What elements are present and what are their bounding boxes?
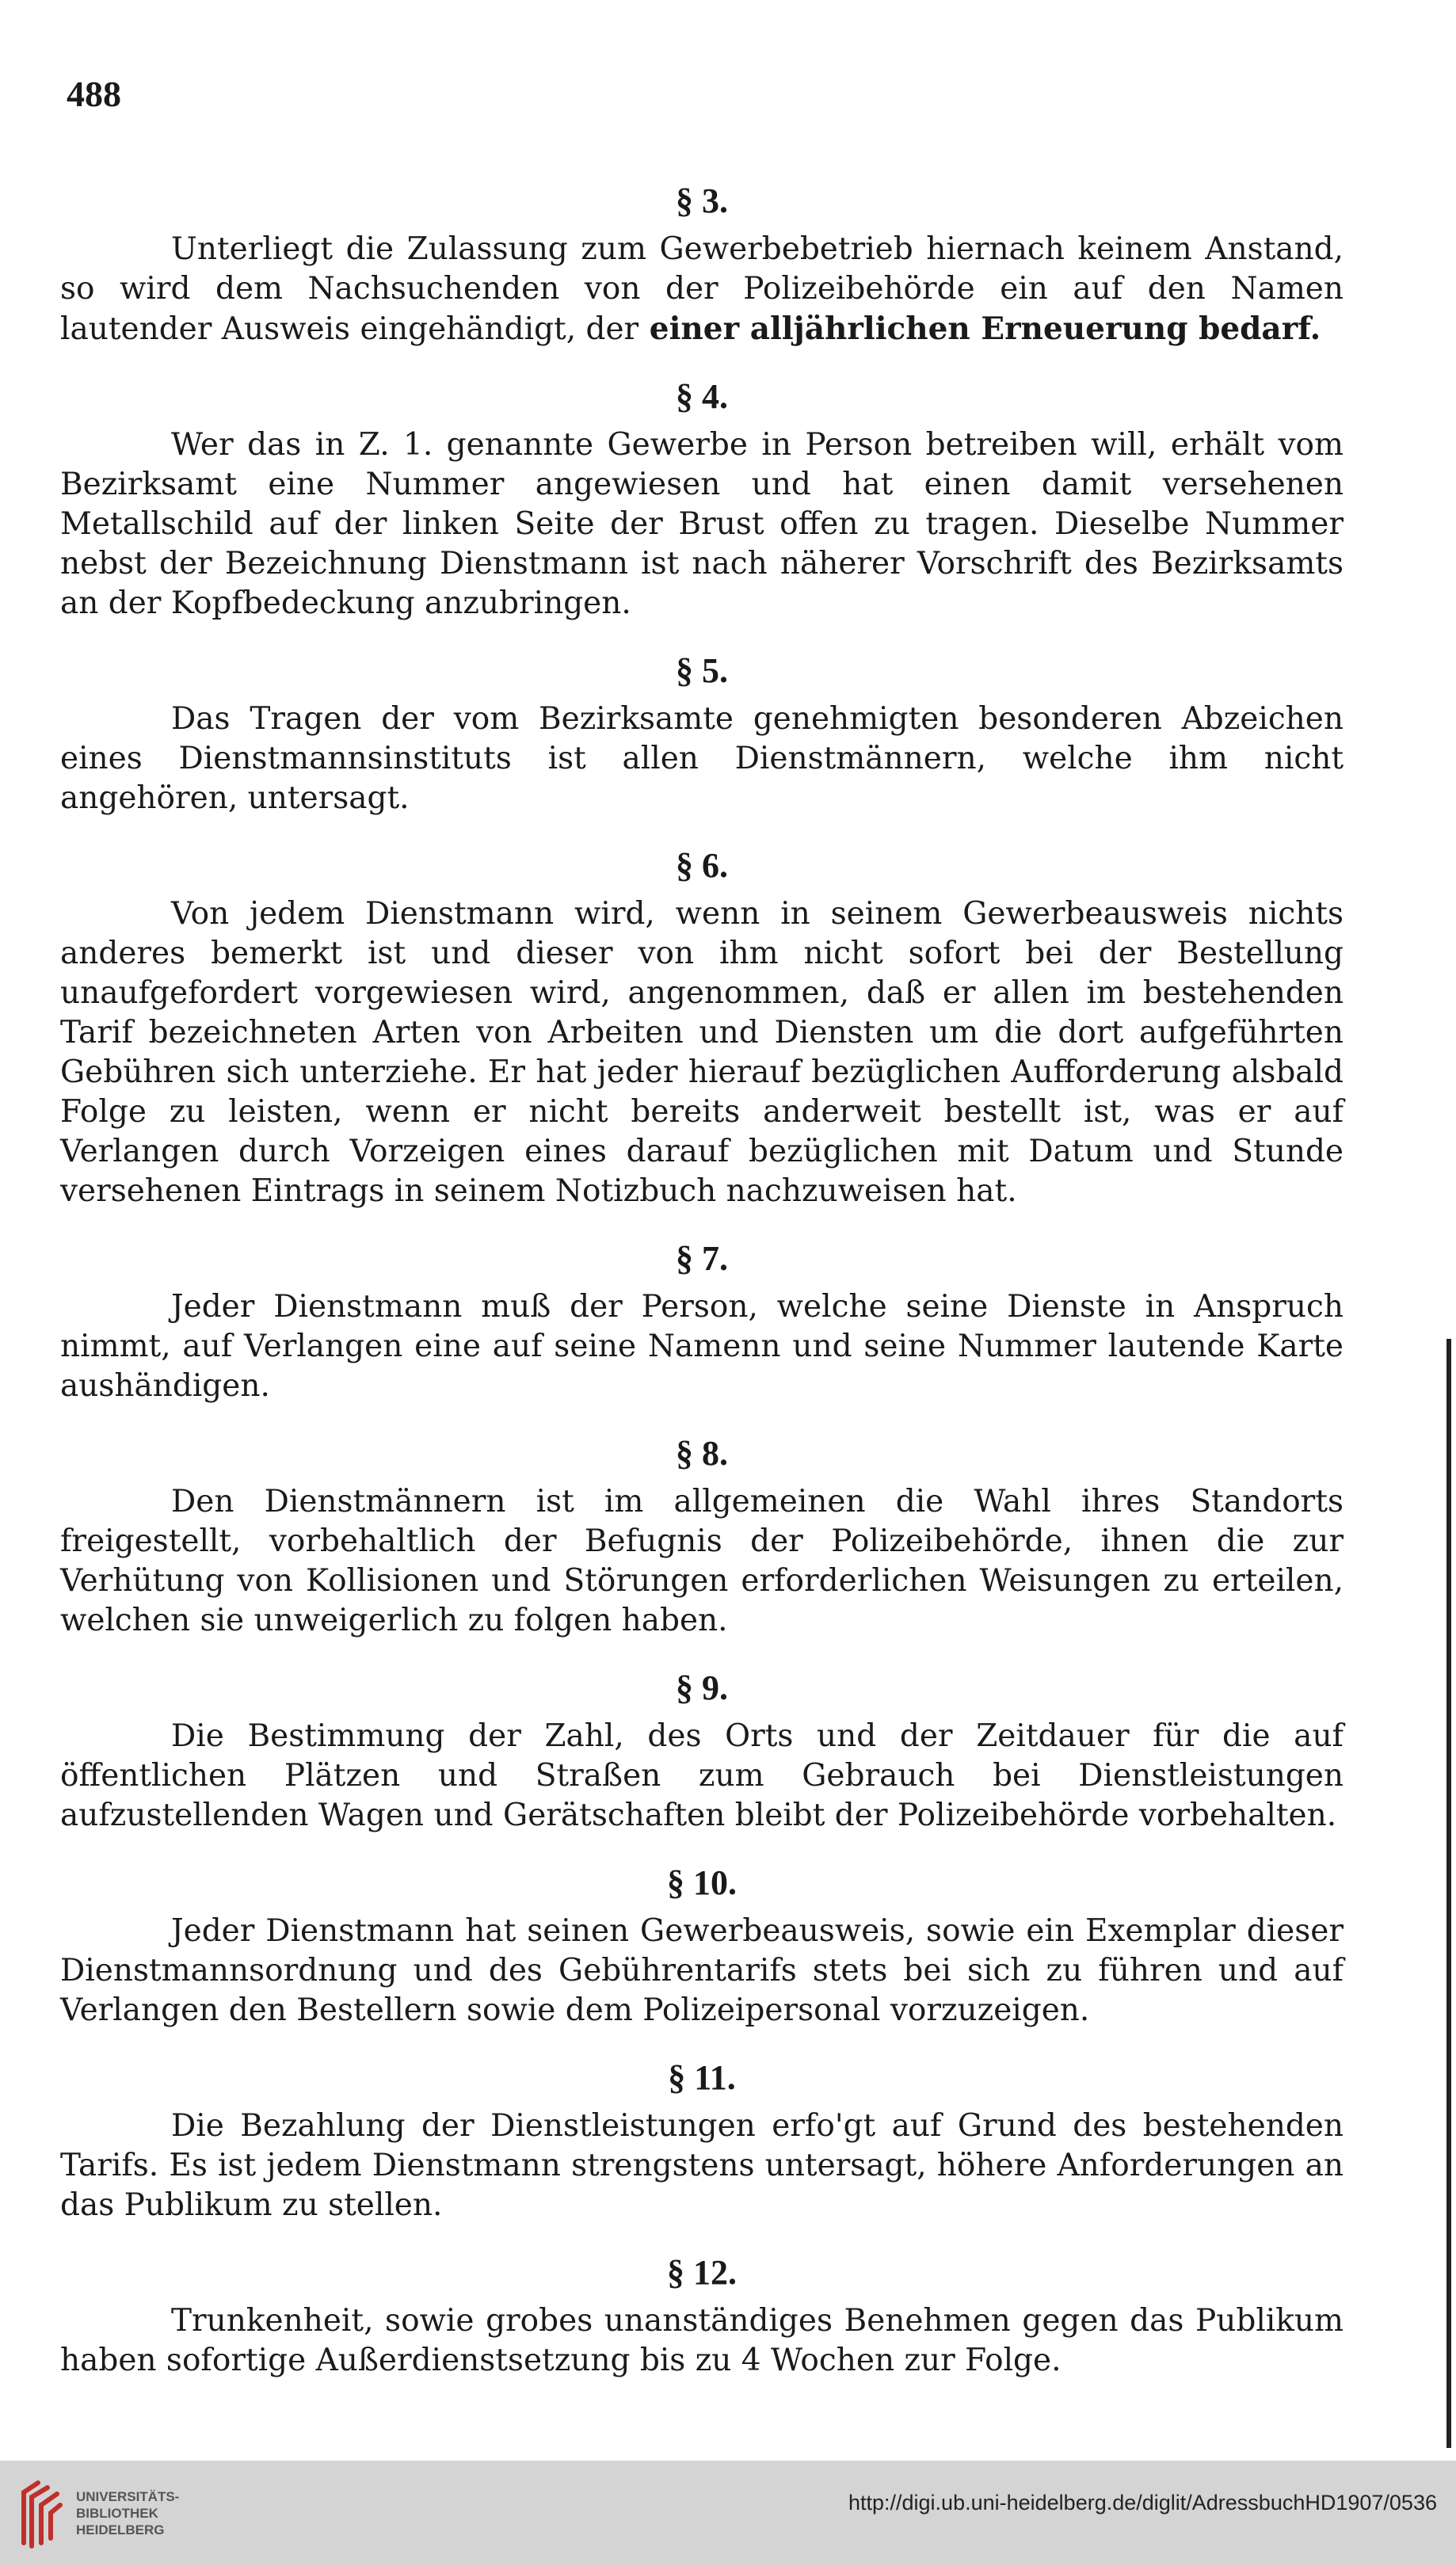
section-heading: § 11. [668,2058,736,2097]
page-edge-line [1446,1339,1451,2448]
logo-line: UNIVERSITÄTS- [76,2488,180,2504]
section-heading: § 7. [676,1239,728,1278]
section-9 [60,1668,1344,1836]
section-paragraph: Trunkenheit, sowie grobes unanständiges Benehmen gegen das Publikum haben sofortige Außerdienstsetzung bis zu 4 Wochen zur Folge. [60,2303,1344,2378]
source-url-link[interactable]: http://digi.ub.uni-heidelberg.de/diglit/AdressbuchHD1907/0536 [848,2491,1437,2515]
page-number: 488 [67,74,121,114]
section-heading: § 6. [676,846,728,885]
section-11 [60,2057,1344,2225]
paragraph-text: Unterliegt die Zulassung zum Gewerbebetrieb hiernach keinem Anstand, so wird dem Nachsuchenden von der Polizeibehörde ein auf den Namen lautender Ausweis eingehändigt, der [60,231,1344,347]
section-10 [60,1863,1344,2030]
document-body [60,181,1344,2408]
section-paragraph: Von jedem Dienstmann wird, wenn in seinem Gewerbeausweis nichts anderes bemerkt ist und dieser von ihm nicht sofort bei der Bestellung unaufgefordert vorgewiesen wird, angenommen, daß er allen im bestehenden Tarif bezeichneten Arten von Arbeiten und Diensten um die dort aufgeführten Gebühren sich unterziehe. Er hat jeder hierauf bezüglichen Aufforderung alsbald Folge zu leisten, wenn er nicht bereits anderweit bestellt ist, was er auf Verlangen durch Vorzeigen eines darauf bezüglichen mit Datum und Stunde versehenen Eintrags in seinem Notizbuch nachzuweisen hat. [60,896,1344,1209]
section-12 [60,2252,1344,2381]
section-heading: § 4. [676,377,728,416]
section-3 [60,181,1344,349]
section-5 [60,650,1344,818]
library-logo-icon [17,2476,63,2549]
paragraph-bold-text: einer alljährlichen Erneuerung bedarf. [638,311,1321,347]
section-8 [60,1433,1344,1641]
library-logo [17,2476,179,2549]
section-7 [60,1238,1344,1406]
section-heading: § 8. [676,1434,728,1473]
logo-line: BIBLIOTHEK [76,2505,158,2521]
footer-bar [0,2461,1456,2566]
section-6 [60,845,1344,1211]
section-paragraph: Das Tragen der vom Bezirksamte genehmigten besonderen Abzeichen eines Dienstmannsinstituts ist allen Dienstmännern, welche ihm nicht angehören, untersagt. [60,701,1344,816]
section-paragraph: Wer das in Z. 1. genannte Gewerbe in Person betreiben will, erhält vom Bezirksamt eine Nummer angewiesen und hat einen damit versehenen Metallschild auf der linken Seite der Brust offen zu tragen. Dieselbe Nummer nebst der Bezeichnung Dienstmann ist nach näherer Vorschrift des Bezirksamts an der Kopfbedeckung anzubringen. [60,427,1344,621]
section-heading: § 3. [676,181,728,220]
section-paragraph: Jeder Dienstmann hat seinen Gewerbeausweis, sowie ein Exemplar dieser Dienstmannsordnung und des Gebührentarifs stets bei sich zu führen und auf Verlangen den Bestellern sowie dem Polizeipersonal vorzuzeigen. [60,1913,1344,2028]
section-paragraph: Die Bestimmung der Zahl, des Orts und der Zeitdauer für die auf öffentlichen Plätzen und Straßen zum Gebrauch bei Dienstleistungen aufzustellenden Wagen und Gerätschaften bleibt der Polizeibehörde vorbehalten. [60,1718,1344,1833]
section-4 [60,376,1344,623]
section-paragraph: Jeder Dienstmann muß der Person, welche seine Dienste in Anspruch nimmt, auf Verlangen eine auf seine Namenn und seine Nummer lautende Karte aushändigen. [60,1289,1344,1404]
library-logo-text [76,2488,179,2538]
section-heading: § 10. [667,1863,737,1902]
section-heading: § 9. [676,1668,728,1707]
section-heading: § 12. [667,2253,737,2292]
section-paragraph: Die Bezahlung der Dienstleistungen erfo'gt auf Grund des bestehenden Tarifs. Es ist jedem Dienstmann strengstens untersagt, höhere Anforderungen an das Publikum zu stellen. [60,2108,1344,2223]
section-paragraph: Den Dienstmännern ist im allgemeinen die Wahl ihres Standorts freigestellt, vorbehaltlich der Befugnis der Polizeibehörde, ihnen die zur Verhütung von Kollisionen und Störungen erforderlichen Weisungen zu erteilen, welchen sie unweigerlich zu folgen haben. [60,1484,1344,1638]
section-paragraph [60,230,1344,349]
section-heading: § 5. [676,651,728,690]
logo-line: HEIDELBERG [76,2522,165,2537]
